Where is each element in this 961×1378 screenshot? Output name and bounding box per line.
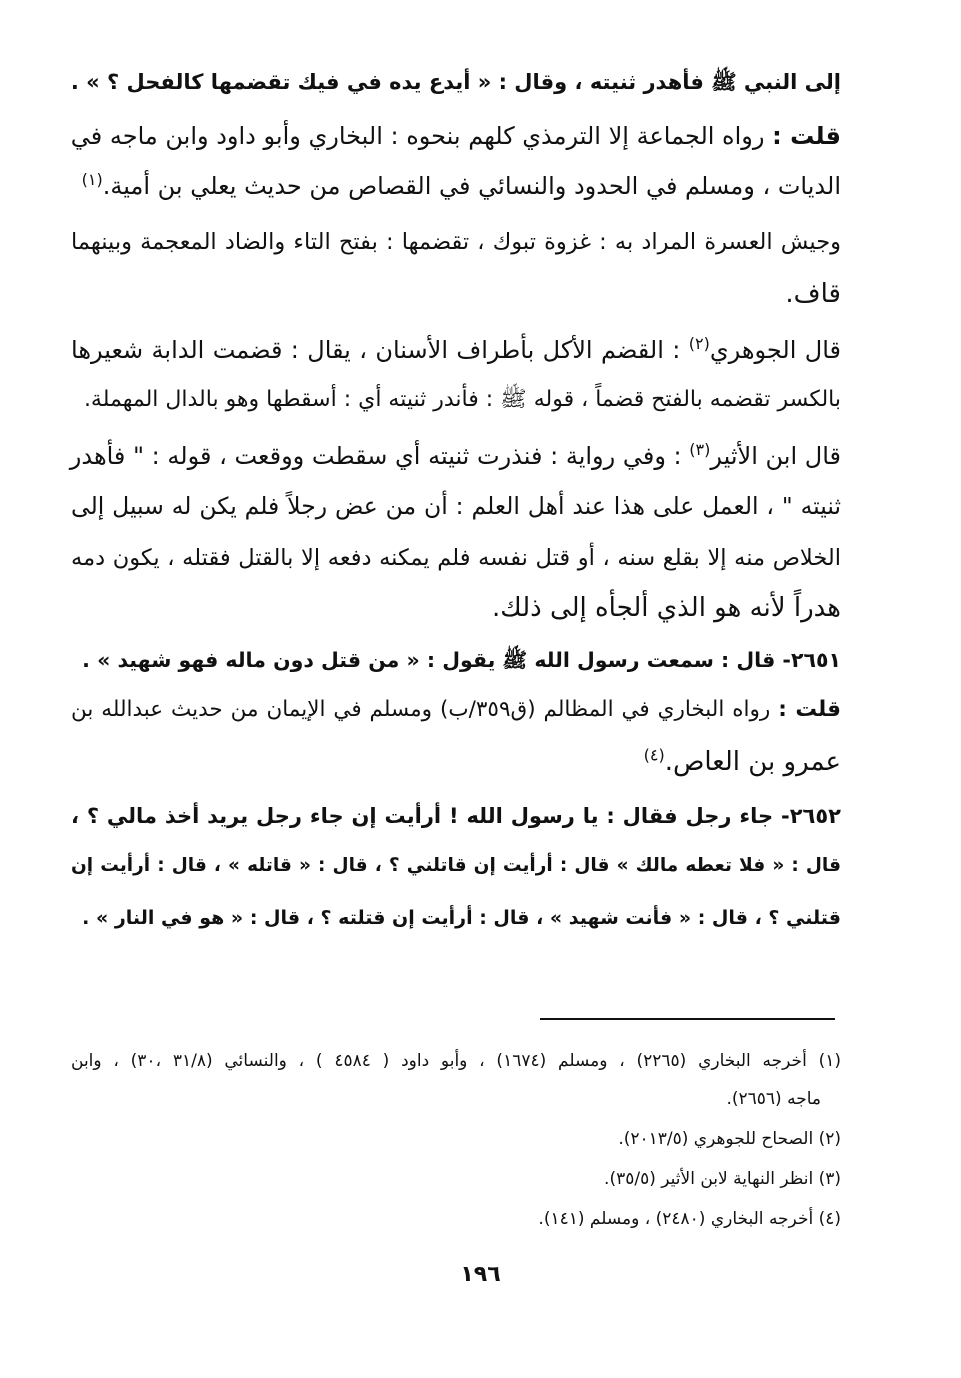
footnote-ref-1: (١) xyxy=(81,170,103,189)
text-line-6: قال الجوهري$^{(٢)}$ : القضم الأكل بأطراف الأسنان ، يقال : قضمت الدابة شعيرها xyxy=(71,334,842,364)
footnote-ref-4: (٤) xyxy=(643,745,665,765)
footnote-4: (٤) أخرجه البخاري (٢٤٨٠) ، ومسلم (١٤١). xyxy=(538,1209,841,1229)
text-line-9: ثنيته " ، العمل على هذا عند أهل العلم : أن من عض رجلاً فلم يكن له سبيل إلى xyxy=(71,492,841,520)
text-line-10: الخلاص منه إلا بقلع سنه ، أو قتل نفسه فلم يمكنه دفعه إلا بالقتل فقتله ، يكون دمه xyxy=(71,545,841,571)
jawhari-label: قال الجوهري xyxy=(709,336,842,364)
footnote-ref-3: (٣) xyxy=(689,440,711,459)
text-line-4: وجيش العسرة المراد به : غزوة تبوك ، تقضمها : بفتح التاء والضاد المعجمة وبينهما xyxy=(71,229,841,255)
page-number: ١٩٦ xyxy=(460,1262,501,1287)
footnote-1: (١) أخرجه البخاري (٢٢٦٥) ، ومسلم (١٦٧٤) ، وأبو داود ( ٤٥٨٤ ) ، والنسائي (٣١/٨ ،٣٠) ، وابن xyxy=(71,1051,841,1071)
text-line-8: قال ابن الأثير$^{(٣)}$ : وفي رواية : فنذرت ثنيته أي سقطت ووقعت ، قوله : " فأهدر xyxy=(69,440,841,470)
footnote-3: (٣) انظر النهاية لابن الأثير (٣٥/٥). xyxy=(604,1169,841,1189)
text-line-7: بالكسر تقضمه بالفتح قضماً ، قوله ﷺ : فأندر ثنيته أي : أسقطها وهو بالدال المهملة. xyxy=(83,387,841,412)
text-line-14: عمرو بن العاص.$^{(٤)}$ xyxy=(643,745,841,777)
text-line-1: إلى النبي ﷺ فأهدر ثنيته ، وقال : « أيدع يده في فيك تقضمها كالفحل ؟ » . xyxy=(70,70,841,94)
hadith-2652: ٢٦٥٢- جاء رجل فقال : يا رسول الله ! أرأيت إن جاء رجل يريد أخذ مالي ؟ ، xyxy=(71,804,841,828)
text-line-2: قلت : رواه الجماعة إلا الترمذي كلهم بنحوه : البخاري وأبو داود وابن ماجه في xyxy=(70,122,841,150)
text-line-17: قتلني ؟ ، قال : « فأنت شهيد » ، قال : أرأيت إن قتلته ؟ ، قال : « هو في النار » . xyxy=(82,907,841,929)
text-line-16: قال : « فلا تعطه مالك » قال : أرأيت إن قاتلني ؟ ، قال : « قاتله » ، قال : أرأيت إن xyxy=(71,855,841,876)
text-line-5: قاف. xyxy=(785,279,841,309)
qult-label: قلت : xyxy=(778,697,842,722)
qult-label: قلت : xyxy=(772,122,841,150)
ibn-athir-label: قال ابن الأثير xyxy=(710,442,841,470)
text-line-11: هدراً لأنه هو الذي ألجأه إلى ذلك. xyxy=(492,593,841,623)
text-line-3: الديات ، ومسلم في الحدود والنسائي في القصاص من حديث يعلي بن أمية.$^{(١)}$ xyxy=(81,170,841,200)
footnote-2: (٢) الصحاح للجوهري (٢٠١٣/٥). xyxy=(618,1129,841,1149)
hadith-2651: ٢٦٥١- قال : سمعت رسول الله ﷺ يقول : « من قتل دون ماله فهو شهيد » . xyxy=(82,648,841,672)
footnote-ref-2: (٢) xyxy=(688,334,710,353)
footnote-1-cont: ماجه (٢٦٥٦). xyxy=(726,1089,821,1109)
text-line-13: قلت : رواه البخاري في المظالم (ق٣٥٩/ب) ومسلم في الإيمان من حديث عبدالله بن xyxy=(71,697,842,722)
footnote-divider xyxy=(540,1018,835,1020)
